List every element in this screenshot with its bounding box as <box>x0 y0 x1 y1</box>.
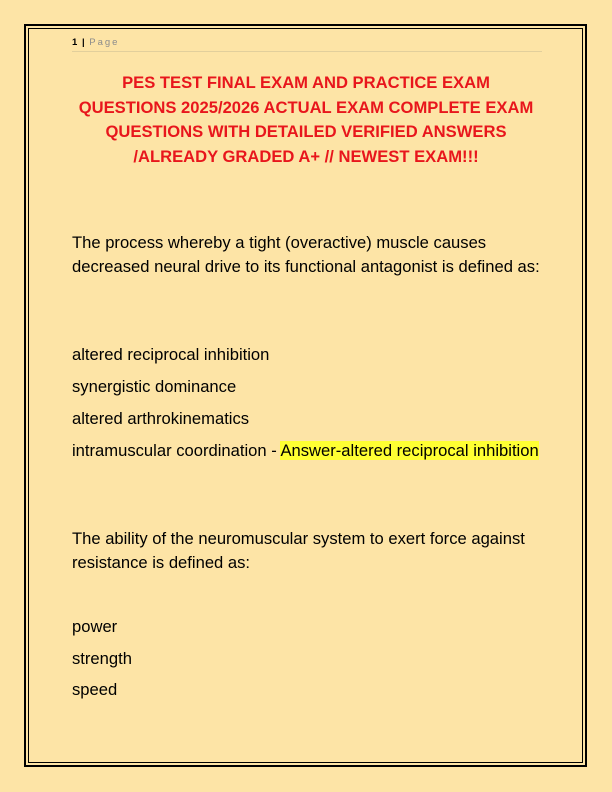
question-1-text: The process whereby a tight (overactive) muscle causes decreased neural drive to its functional antagonist is defined as: <box>72 233 540 276</box>
page-number: 1 <box>72 37 78 48</box>
question-1-option-3: altered arthrokinematics <box>72 409 250 428</box>
page-separator: | <box>81 37 85 48</box>
question-1-option-4: intramuscular coordination - <box>72 441 281 460</box>
question-2-text: The ability of the neuromuscular system to exert force against resistance is defined as: <box>72 529 525 572</box>
question-1-option-2: synergistic dominance <box>72 377 237 396</box>
page-header <box>72 36 542 52</box>
page-label: Page <box>89 37 120 48</box>
question-2-option-2: strength <box>72 649 132 668</box>
question-1-answer: Answer-altered reciprocal inhibition <box>280 441 539 460</box>
question-2-option-1: power <box>72 617 118 636</box>
question-1-option-1: altered reciprocal inhibition <box>72 345 270 364</box>
question-2-option-3: speed <box>72 680 118 699</box>
question-1-option-4-with-answer <box>72 439 542 463</box>
document-title: PES TEST FINAL EXAM AND PRACTICE EXAM QUESTIONS 2025/2026 ACTUAL EXAM COMPLETE EXAM QUESTIONS WITH DETAILED VERIFIED ANSWERS /ALREADY GRADED A+ // NEWEST EXAM!!! <box>78 73 534 166</box>
